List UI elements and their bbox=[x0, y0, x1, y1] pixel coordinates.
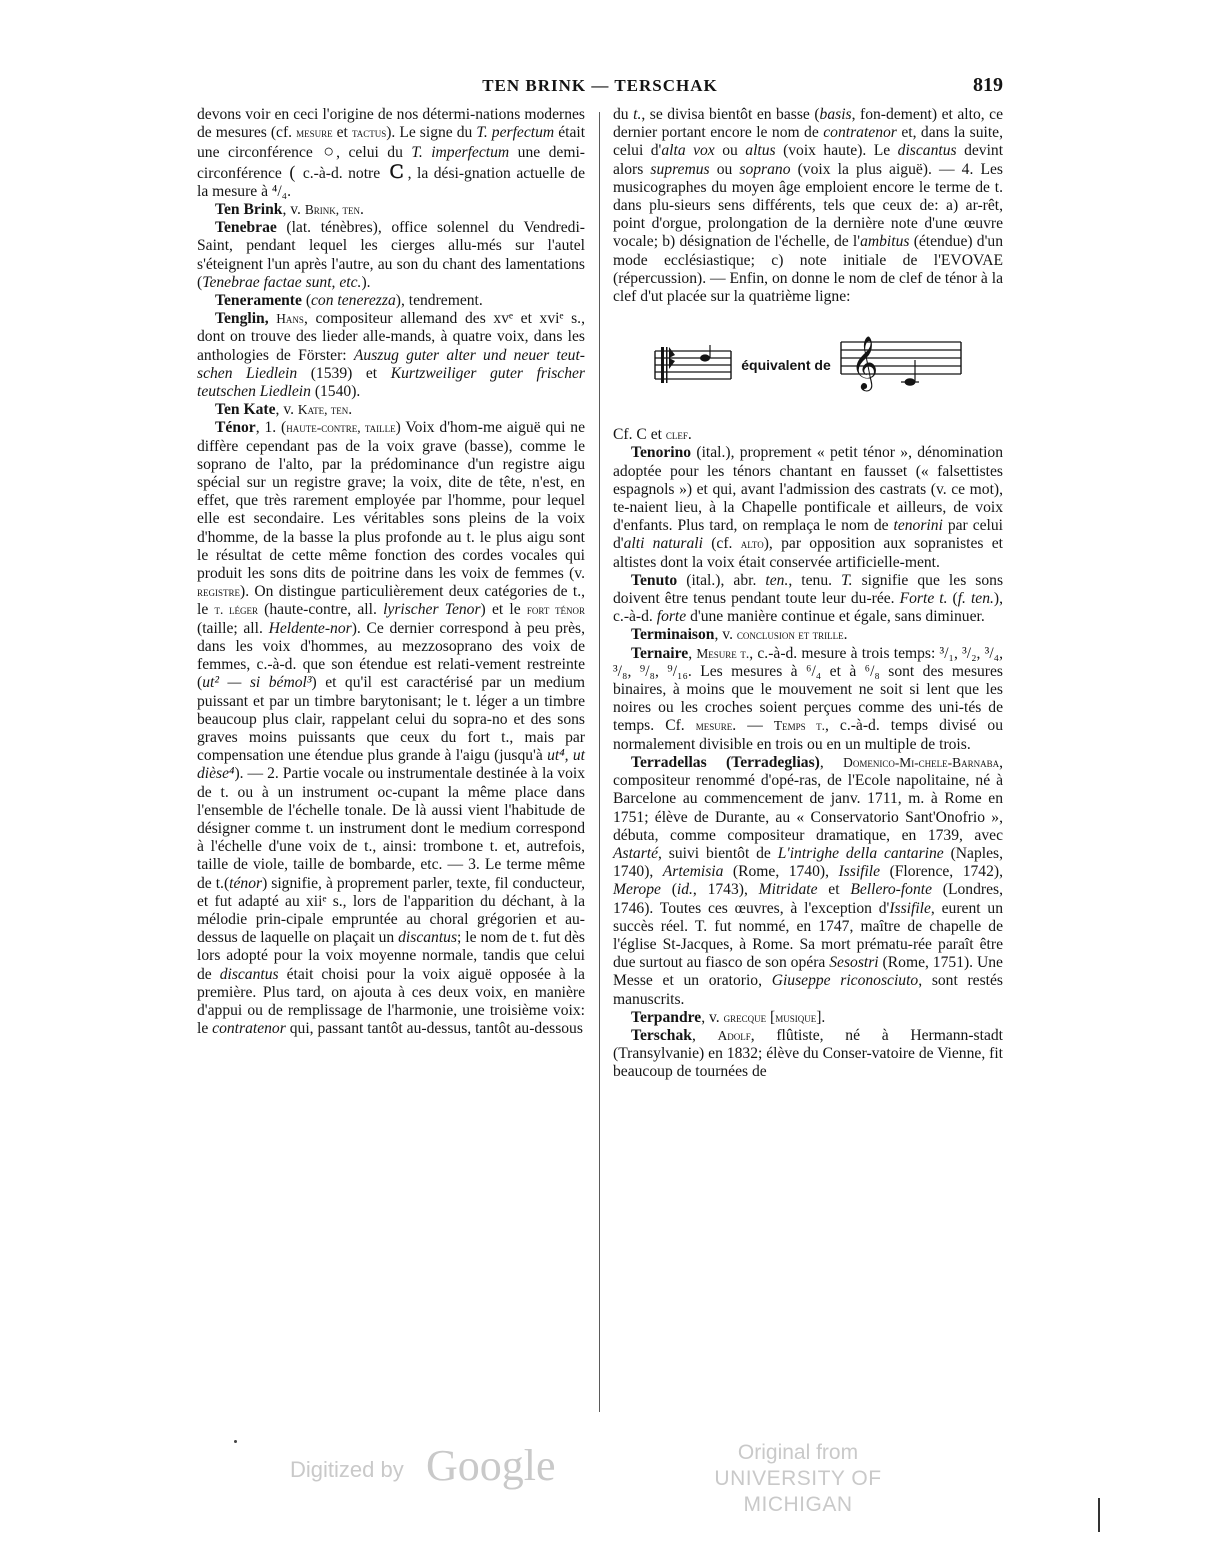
entry-terminaison: Terminaison, v. conclusion et trille. bbox=[631, 626, 848, 644]
entry-terschak: Terschak, Adolf, flûtiste, né à Hermann-stadt (Transylvanie) en 1832; élève du Conser-vatoire de Vienne, fit beaucoup de tournées de bbox=[613, 1026, 1003, 1081]
scan-speck bbox=[234, 1440, 237, 1443]
circle-symbol-icon: ○ bbox=[323, 141, 335, 162]
left-column bbox=[197, 106, 585, 1038]
paragraph-cf: Cf. C et clef. bbox=[613, 426, 692, 444]
music-example bbox=[613, 330, 1003, 400]
entry-tenebrae: Tenebrae (lat. ténèbres), office solennel du Vendredi-Saint, pendant lequel les cierges allu-més sur l'autel s'éteignent l'un après l'autre, au son du chant des lamentations (Tenebrae factae sunt, etc.). bbox=[197, 219, 585, 291]
entry-teneramente: Teneramente (con tenerezza), tendrement. bbox=[215, 292, 483, 310]
column-divider bbox=[599, 112, 600, 1412]
treble-clef-staff bbox=[839, 330, 963, 400]
university-label: UNIVERSITY OF MICHIGAN bbox=[714, 1467, 882, 1516]
paragraph-tenor-continued: du t., se divisa bientôt en basse (basis, fon-dement) et alto, ce dernier portant encore le nom de contratenor et, dans la suite, celui d'alta vox ou altus (voix haute). Le discantus devint alors supremus ou soprano (voix la plus aiguë). — 4. Les musicographes du moyen âge emploient encore le terme de t. dans plu-sieurs sens différents, tels que ceux de: a) ar-rêt, point d'orgue, prolongation de la dernière note d'une œuvre vocale; b) désignation de l'échelle, de l'ambitus (étendue) d'un mode ecclésiastique; c) note initiale de l'EVOVAE (répercussion). — Enfin, on donne le nom de clef de ténor à la clef d'ut placée sur la quatrième ligne: bbox=[613, 106, 1004, 306]
entry-ternaire: Ternaire, Mesure t., c.-à-d. mesure à trois temps: ³/₁, ³/₂, ³/₄, ³/₈, ⁹/₈, ⁹/₁₆. Les mesures à ⁶/₄ et à ⁶/₈ sont des mesures binaires, à moins que le mouvement ne soit si lent que les noires ou les croches soient perçues comme des uni-tés de temps. Cf. mesure. — Temps t., c.-à-d. temps divisé ou normalement divisible en trois ou en un multiple de trois. bbox=[613, 644, 1004, 753]
svg-text:𝄞: 𝄞 bbox=[850, 335, 878, 390]
digitized-by-google-watermark bbox=[290, 1440, 590, 1490]
entry-ten-brink: Ten Brink, v. Brink, ten. bbox=[215, 201, 364, 219]
entry-ten-kate: Ten Kate, v. Kate, ten. bbox=[215, 401, 353, 419]
original-from-watermark bbox=[668, 1440, 928, 1518]
entry-tenuto: Tenuto (ital.), abr. ten., tenu. T. signifie que les sons doivent être tenus pendant toute leur du-rée. Forte t. (f. ten.), c.-à-d. forte d'une manière continue et égale, sans diminuer. bbox=[613, 571, 1004, 626]
paragraph-continuation: devons voir en ceci l'origine de nos détermi-nations modernes de mesures (cf. mesure et tactus). Le signe du T. perfectum était une circonférence ○ , celui du T. imperfectum une demi-circonférence ( c.-à-d. notre Ｃ , la dési-gnation actuelle de la mesure à ⁴/₄. bbox=[197, 106, 586, 200]
entry-terradellas: Terradellas (Terradeglias), Domenico-Mi-chele-Barnaba, compositeur renommé d'opé-ras, de l'Ecole napolitaine, né à Barcelone au commencement de janv. 1711, m. à Rome en 1751; élève de Durante, au « Conservatorio Sant'Onofrio », débuta, comme compositeur dramatique, en 1739, avec Astarté, suivi bientôt de L'intrighe della cantarine (Naples, 1740), Artemisia (Rome, 1740), Issifile (Florence, 1742), Merope (id., 1743), Mitridate et Bellero-fonte (Londres, 1746). Toutes ces œuvres, à l'exception d'Issifile, eurent un succès réel. T. fut nommé, en 1747, maître de chapelle de l'église St-Jacques, à Rome. Sa mort prématu-rée paraît être due surtout au fiasco de son opéra Sesostri (Rome, 1751). Une Messe et un oratorio, Giuseppe riconosciuto, sont restés manuscrits. bbox=[613, 753, 1003, 1008]
running-title: TEN BRINK — TERSCHAK bbox=[482, 76, 718, 95]
original-from-label: Original from bbox=[737, 1441, 859, 1464]
half-circle-symbol-icon: ( bbox=[289, 161, 296, 182]
right-column bbox=[613, 106, 1003, 1082]
page-header bbox=[197, 74, 1003, 104]
digitized-label: Digitized by bbox=[290, 1457, 404, 1482]
page-number: 819 bbox=[973, 74, 1003, 96]
entry-tenorino: Tenorino (ital.), proprement « petit ténor », dénomination adoptée pour les ténors chantant en fausset (« falsettistes espagnols ») et qui, avant l'admission des castrats (v. ce mot), te-naient lieu, à la Chapelle pontificale et ailleurs, de voix d'enfants. Plus tard, on remplaça le nom de tenorini par celui d'alti naturali (cf. alto), par opposition aux sopranistes et altistes dont la voix était conservée artificielle-ment. bbox=[613, 444, 1003, 571]
google-wordmark: Google bbox=[426, 1441, 556, 1490]
entry-tenor: Ténor, 1. (haute-contre, taille) Voix d'hom-me aiguë qui ne diffère cependant pas de la voix grave (basse), comme le soprano de l'alto, par la prédominance d'un registre aigu spécial sur un registre grave; la voix, dite de tête, n'est, en effet, que très rarement employée par l'homme, pour lequel elle est secondaire. Les véritables sons pleins de la voix d'homme, de la basse la plus profonde au t. le plus aigu sont le résultat de cette même fonction des cordes vocales qui produit les sons dits de poitrine dans les voix de femmes (v. registre). On distingue particulièrement deux catégories de t., le t. léger (haute-contre, all. lyrischer Tenor) et le fort ténor (taille; all. Heldente-nor). Ce dernier correspond à peu près, dans les voix d'hommes, au mezzosoprano des voix de femmes, c.-à-d. que son étendue est relati-vement restreinte (ut² — si bémol³) et qu'il est caractérisé par un medium puissant et par un timbre barytonisant; le t. léger a un timbre beaucoup plus clair, rappelant celui du sopra-no et des sons graves moins puissants que ceux du fort t., mais par compensation une étendue plus grande à l'aigu (jusqu'à ut⁴, ut dièse⁴). — 2. Partie vocale ou instrumentale destinée à la voix de t. ou à un instrument oc-cupant la même place dans l'ensemble de l'échelle tonale. De là aussi vient l'habitude de désigner comme t. un instrument dont le medium correspond à l'échelle d'une voix de t., ainsi: trombone t. et, autrefois, taille de viole, taille de bombarde, etc. — 3. Le terme même de t.(ténor) signifie, à proprement parler, texte, fil conducteur, et fut adapté au xiiᵉ s., lors de l'apparition du déchant, à la mélodie prin-cipale empruntée au choral grégorien et au-dessus de laquelle on plaçait un discantus; le nom de t. fut dès lors adopté pour la voix moyenne normale, tandis que celui de discantus était choisi pour la voix aiguë opposée à la première. Plus tard, on ajouta à ces deux voix, en manière d'appui ou de remplissage de l'harmonie, une troisième voix: le contratenor qui, passant tantôt au-dessus, tantôt au-dessous bbox=[197, 419, 585, 1038]
scan-edge-mark bbox=[1098, 1498, 1100, 1532]
common-time-symbol-icon: Ｃ bbox=[387, 161, 406, 182]
entry-terpandre: Terpandre, v. grecque [musique]. bbox=[631, 1008, 826, 1026]
tenor-clef-staff bbox=[653, 345, 733, 385]
music-example-label: équivalent de bbox=[741, 357, 831, 374]
entry-tenglin: Tenglin, Hans, compositeur allemand des xvᵉ et xviᵉ s., dont on trouve des lieder alle-mands, à quatre voix, dans les anthologies de Förster: Auszug guter alter und neuer teut-schen Liedlein (1539) et Kurtzweiliger guter frischer teutschen Liedlein (1540). bbox=[197, 310, 585, 401]
